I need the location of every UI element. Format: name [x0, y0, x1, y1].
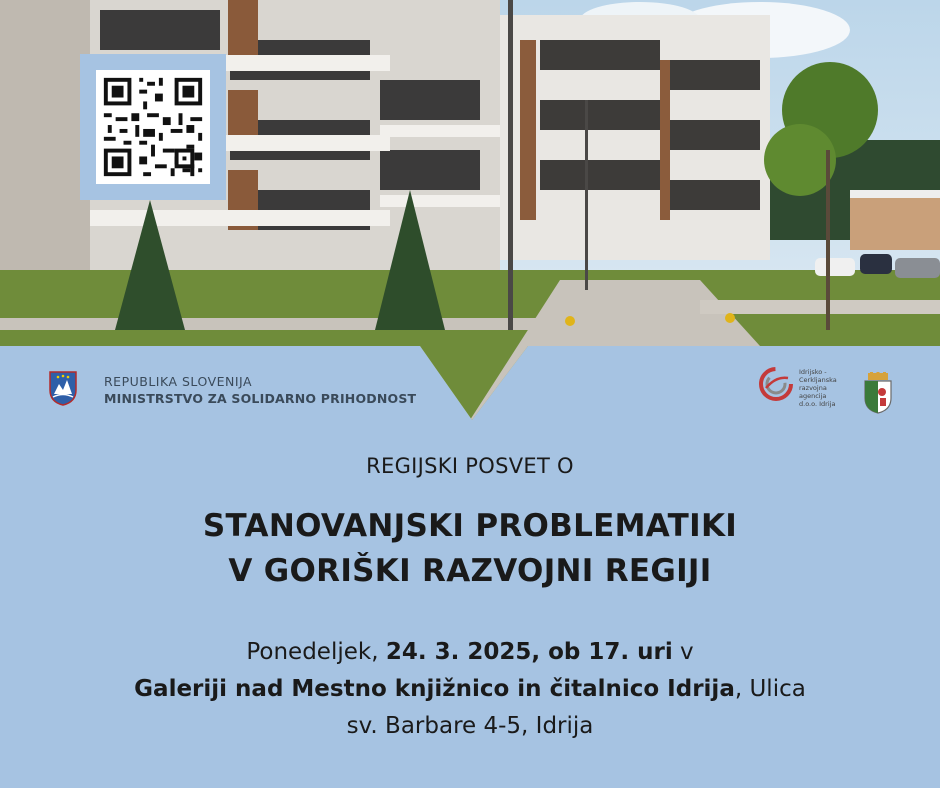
event-day: Ponedeljek, [246, 639, 386, 665]
event-title [0, 504, 940, 594]
agency-name [799, 368, 851, 408]
regional-agency-logo-icon [758, 366, 794, 402]
qr-code-frame [80, 54, 226, 200]
event-address-part1: , Ulica [734, 676, 806, 702]
event-date-time: 24. 3. 2025, ob 17. uri [385, 639, 673, 665]
event-details [0, 634, 940, 745]
event-intro: REGIJSKI POSVET O [366, 454, 574, 478]
agency-line5: d.o.o. Idrija [799, 400, 836, 408]
event-venue: Galeriji nad Mestno knjižnico in čitalnico Idrija [134, 676, 735, 702]
event-title-line2: V GORIŠKI RAZVOJNI REGIJI [228, 553, 712, 589]
event-where [0, 671, 940, 708]
event-address-part2: sv. Barbare 4-5, Idrija [346, 713, 594, 739]
ministry-line2: MINISTRSTVO ZA SOLIDARNO PRIHODNOST [104, 391, 417, 406]
idrija-crest-icon [862, 372, 894, 414]
qr-pattern [96, 70, 210, 184]
event-conj: v [672, 639, 694, 665]
event-title-line1: STANOVANJSKI PROBLEMATIKI [202, 508, 738, 544]
qr-code[interactable] [96, 70, 210, 184]
agency-line1: Idrijsko - [799, 368, 827, 376]
agency-line4: agencija [799, 392, 827, 400]
agency-line3: razvojna [799, 384, 827, 392]
ministry-name [104, 373, 416, 407]
ministry-line1: REPUBLIKA SLOVENIJA [104, 374, 253, 389]
event-when [0, 634, 940, 671]
agency-line2: Cerkljanska [799, 376, 837, 384]
slovenia-coat-of-arms-icon [48, 370, 78, 406]
